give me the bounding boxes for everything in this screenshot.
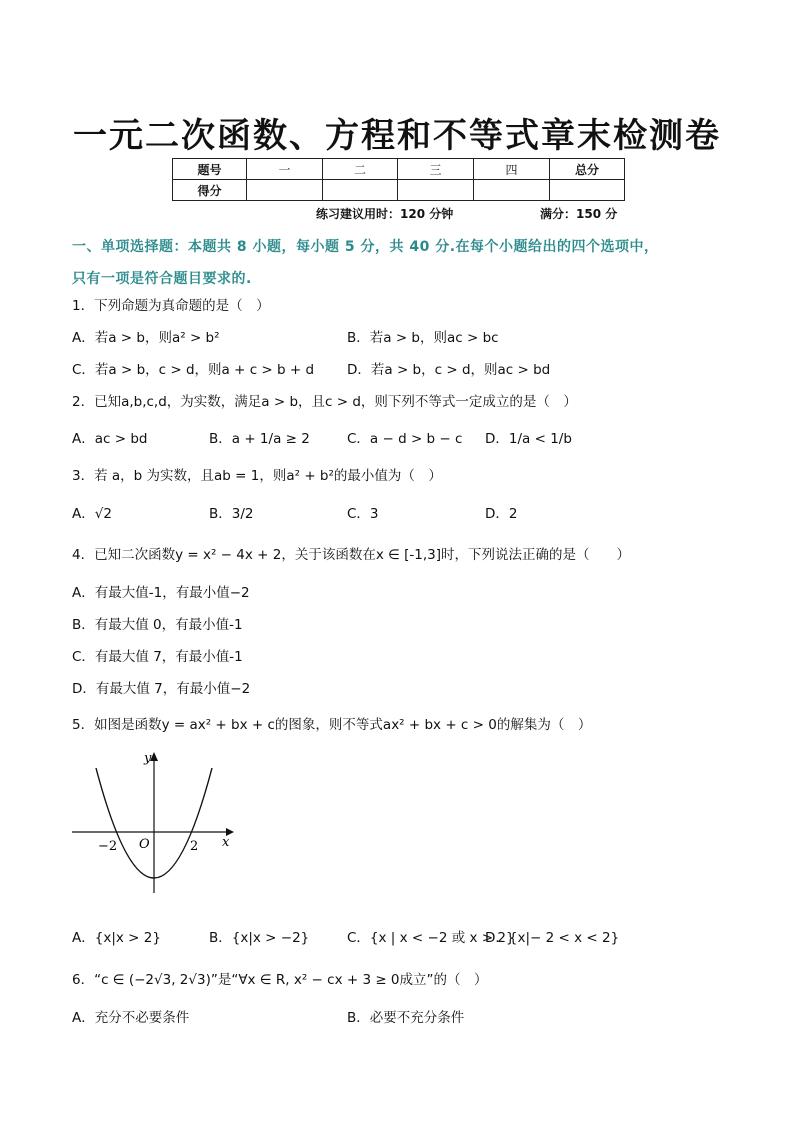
question-6-option-a[interactable]: A．充分不必要条件 bbox=[72, 1010, 190, 1026]
score-header-cell: 题号 bbox=[173, 159, 247, 180]
question-2-option-c[interactable]: C．a − d > b − c bbox=[347, 431, 463, 447]
y-axis-label: y bbox=[144, 751, 152, 766]
score-table bbox=[172, 158, 625, 201]
question-4-stem: 4．已知二次函数y = x² − 4x + 2，关于该函数在x ∈ [-1,3]时，下列说法正确的是（ ） bbox=[72, 547, 631, 563]
question-3-option-c[interactable]: C．3 bbox=[347, 506, 379, 522]
section-heading: 一、单项选择题：本题共 8 小题，每小题 5 分，共 40 分.在每个小题给出的四个选项中， bbox=[72, 239, 659, 255]
section-heading-cont: 只有一项是符合题目要求的. bbox=[72, 271, 252, 287]
score-input-cell[interactable] bbox=[550, 180, 625, 201]
question-5-option-d[interactable]: D．{x|− 2 < x < 2} bbox=[485, 930, 620, 946]
question-3-option-d[interactable]: D．2 bbox=[485, 506, 518, 522]
question-1-option-c[interactable]: C．若a > b，c > d，则a + c > b + d bbox=[72, 362, 315, 378]
left-root-label: −2 bbox=[98, 839, 118, 854]
score-table-score-row bbox=[173, 180, 625, 201]
time-limit: 练习建议用时：120 分钟 bbox=[316, 207, 454, 221]
question-4-option-a[interactable]: A．有最大值-1，有最小值−2 bbox=[72, 585, 250, 601]
question-6-stem: 6．“c ∈ (−2√3, 2√3)”是“∀x ∈ R, x² − cx + 3 ≥ 0成立”的（ ） bbox=[72, 972, 488, 988]
score-input-cell[interactable] bbox=[474, 180, 550, 201]
question-4-option-b[interactable]: B．有最大值 0，有最小值-1 bbox=[72, 617, 243, 633]
question-2-option-a[interactable]: A．ac > bd bbox=[72, 431, 148, 447]
score-header-cell: 三 bbox=[398, 159, 474, 180]
question-3-option-a[interactable]: A．√2 bbox=[72, 506, 112, 522]
score-input-cell[interactable] bbox=[247, 180, 323, 201]
question-3-stem: 3．若 a，b 为实数，且ab = 1，则a² + b²的最小值为（ ） bbox=[72, 468, 442, 484]
score-table-header-row bbox=[173, 159, 625, 180]
score-header-cell: 总分 bbox=[550, 159, 625, 180]
question-1-option-b[interactable]: B．若a > b，则ac > bc bbox=[347, 330, 499, 346]
score-input-cell[interactable] bbox=[398, 180, 474, 201]
parabola-graph bbox=[66, 748, 246, 898]
page-title: 一元二次函数、方程和不等式章末检测卷 bbox=[73, 116, 721, 156]
score-header-cell: 二 bbox=[323, 159, 398, 180]
score-header-cell: 一 bbox=[247, 159, 323, 180]
score-row-label: 得分 bbox=[173, 180, 247, 201]
question-1-stem: 1．下列命题为真命题的是（ ） bbox=[72, 298, 270, 314]
question-2-option-d[interactable]: D．1/a < 1/b bbox=[485, 431, 572, 447]
full-score: 满分：150 分 bbox=[540, 207, 618, 221]
question-1-option-a[interactable]: A．若a > b，则a² > b² bbox=[72, 330, 220, 346]
question-5-stem: 5．如图是函数y = ax² + bx + c的图象，则不等式ax² + bx + c > 0的解集为（ ） bbox=[72, 717, 592, 733]
question-5-option-c[interactable]: C．{x | x < −2 或 x > 2} bbox=[347, 930, 515, 946]
question-3-option-b[interactable]: B．3/2 bbox=[209, 506, 254, 522]
question-4-option-d[interactable]: D．有最大值 7，有最小值−2 bbox=[72, 681, 251, 697]
question-1-option-d[interactable]: D．若a > b，c > d，则ac > bd bbox=[347, 362, 551, 378]
score-header-cell: 四 bbox=[474, 159, 550, 180]
question-2-option-b[interactable]: B．a + 1/a ≥ 2 bbox=[209, 431, 310, 447]
question-4-option-c[interactable]: C．有最大值 7，有最小值-1 bbox=[72, 649, 243, 665]
question-5-option-b[interactable]: B．{x|x > −2} bbox=[209, 930, 310, 946]
question-2-stem: 2．已知a,b,c,d，为实数，满足a > b，且c > d，则下列不等式一定成立的是（ ） bbox=[72, 394, 577, 410]
origin-label: O bbox=[139, 837, 150, 852]
score-input-cell[interactable] bbox=[323, 180, 398, 201]
question-6-option-b[interactable]: B．必要不充分条件 bbox=[347, 1010, 465, 1026]
question-5-option-a[interactable]: A．{x|x > 2} bbox=[72, 930, 161, 946]
right-root-label: 2 bbox=[190, 839, 199, 854]
x-axis-label: x bbox=[222, 835, 230, 850]
